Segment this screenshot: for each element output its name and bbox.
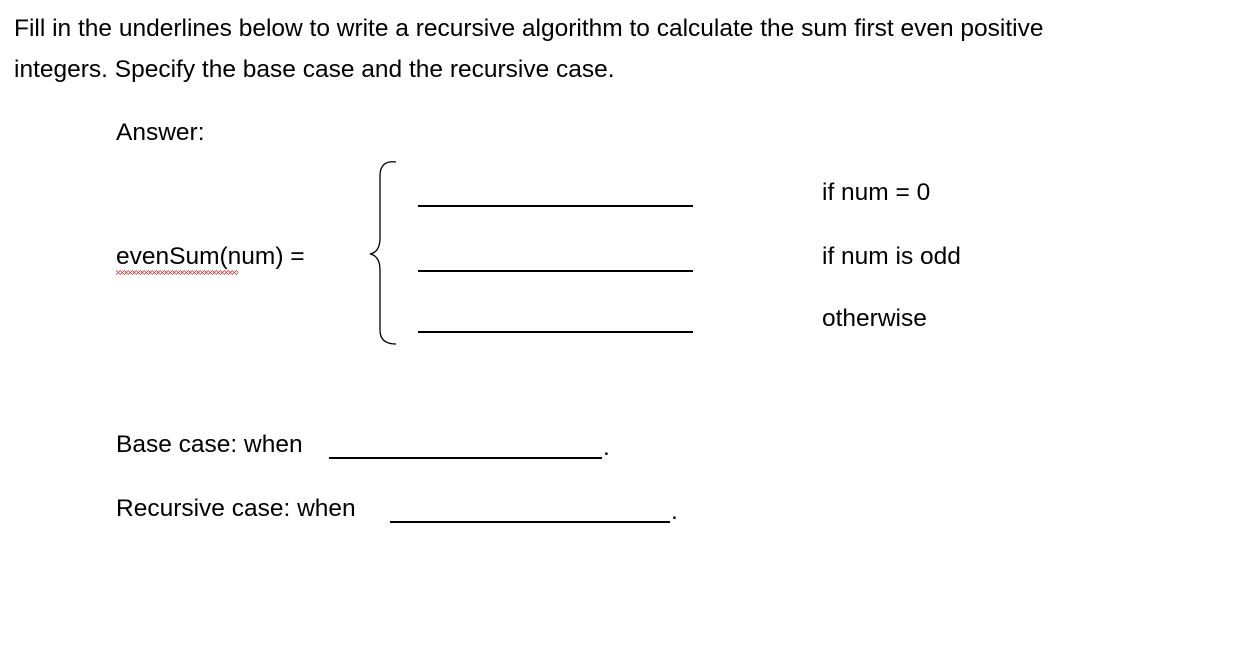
left-brace xyxy=(340,150,400,350)
case-3-condition: otherwise xyxy=(822,305,927,332)
case-1-answer-blank[interactable] xyxy=(418,205,693,207)
base-case-answer-blank[interactable] xyxy=(329,457,602,459)
recursive-case-period: . xyxy=(671,498,678,525)
function-label: evenSum(num) = xyxy=(116,243,305,270)
recursive-case-answer-blank[interactable] xyxy=(390,521,670,523)
case-2-condition: if num is odd xyxy=(822,243,961,270)
base-case-period: . xyxy=(603,434,610,461)
answer-label: Answer: xyxy=(116,119,205,146)
instructions-line-1: Fill in the underlines below to write a recursive algorithm to calculate the sum first even positive xyxy=(14,15,1044,42)
instructions-line-2: integers. Specify the base case and the recursive case. xyxy=(14,56,615,83)
case-2-answer-blank[interactable] xyxy=(418,270,693,272)
recursive-case-label: Recursive case: when xyxy=(116,495,356,522)
base-case-label: Base case: when xyxy=(116,431,303,458)
spellcheck-underline xyxy=(116,270,238,275)
instructions xyxy=(14,8,1244,90)
case-1-condition: if num = 0 xyxy=(822,179,931,206)
case-3-answer-blank[interactable] xyxy=(418,331,693,333)
